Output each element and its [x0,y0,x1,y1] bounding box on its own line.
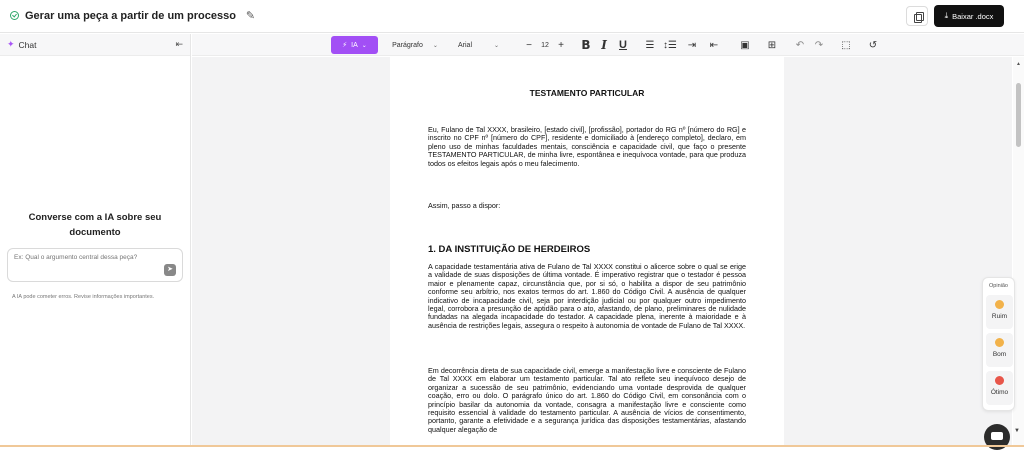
chat-sidebar [0,34,191,447]
indent-icon[interactable]: ⇥ [687,39,697,51]
sidebar-title: Chat [18,39,37,50]
outdent-icon[interactable]: ⇤ [709,39,719,51]
chevron-down-icon: ⌄ [361,42,367,49]
copy-button[interactable] [906,6,928,26]
font-size-value[interactable]: 12 [541,41,549,49]
sparkle-icon: ✦ [7,39,15,49]
pencil-icon[interactable]: ✎ [245,10,256,22]
feedback-title: Opinião [989,283,1008,289]
paragraph-style-value: Parágrafo [392,41,423,49]
feedback-label: Ótimo [990,389,1009,396]
undo-icon[interactable]: ↶ [795,39,805,51]
send-icon[interactable]: ➤ [164,264,176,276]
feedback-label: Bom [992,351,1007,358]
chat-input[interactable] [14,254,164,261]
paragraph-style-select[interactable] [388,34,442,56]
scroll-thumb[interactable] [1016,83,1021,147]
page-title: Gerar uma peça a partir de um processo [25,9,236,22]
ai-disclaimer: A IA pode cometer erros. Revise informações importantes. [12,294,155,300]
top-bar [0,0,1024,33]
select-all-icon[interactable]: ⬚ [841,39,851,51]
document-page[interactable] [390,57,784,447]
chevron-down-icon[interactable]: ▼ [1014,428,1020,434]
document-canvas [192,57,1012,447]
document-paragraph: Em decorrência direta de sua capacidade civil, emerge a manifestação livre e consciente de Fulano de Tal XXXX em elaborar um testamento particular. Tal ato reflete seu inequívoco desejo de organizar a sucessão de seu patrimônio, evidenciando uma vontade desprovida de qualquer coação, erro ou dolo. O parágrafo único do art. 1.860 do Código Civil, em consonância com o princípio basilar da autonomia da vontade, consagra a manifestação livre e consciente como requisito essencial à validade do testamento particular. A ausência de vícios de consentimento, portanto, garante a efetividade e a segurança jurídica das disposições testamentárias, afastando qualquer alegação de [428,366,746,434]
download-icon: ⤓ [944,11,949,20]
document-title: TESTAMENTO PARTICULAR [529,88,645,98]
align-icon[interactable]: ☰ [645,39,655,51]
ia-label: IA [351,41,358,49]
feedback-ruim-button[interactable] [986,295,1013,329]
feedback-panel [982,277,1015,411]
chat-heading: Converse com a IA sobre seu documento [28,212,162,238]
document-paragraph: Assim, passo a dispor: [428,201,501,210]
increase-font-size-button[interactable]: + [558,39,564,51]
editor-toolbar [192,34,1024,56]
document-paragraph: A capacidade testamentária ativa de Fulano de Tal XXXX constitui o alicerce sobre o qual se erige a validade de suas disposições de última vontade. É imperativo registrar que o testador é pessoa maior e plenamente capaz, circunstância que, por si só, o habilita a dispor de seu patrimônio conforme seu arbítrio, nos exatos termos do art. 1.860 do Código Civil. A ausência de qualquer indicativo de incapacidade civil, seja por interdição judicial ou por qualquer outro impedimento legal, corrobora a presunção de aptidão para o ato, afastando, de plano, preliminares de nulidade fundadas na alegada incapacidade do testador. A capacidade plena, inerente à maioridade e à ausência de restrições legais, assegura o respeito à autonomia de vontade de Fulano de Tal XXXX. [428,262,746,330]
document-paragraph: Eu, Fulano de Tal XXXX, brasileiro, [estado civil], [profissão], portador do RG nº [número do RG] e inscrito no CPF nº [número do CPF], residente e domiciliado à [endereço completo], declaro, em pleno uso de minhas faculdades mentais, consciência e capacidade civil, que faço o presente TESTAMENTO PARTICULAR, de minha livre, espontânea e inequívoca vontade, para que produza todos os efeitos legais após o meu falecimento. [428,125,746,168]
chevron-down-icon: ⌄ [494,42,500,49]
collapse-sidebar-icon[interactable]: ⇤ [175,39,183,49]
chat-input-box [7,248,183,282]
table-icon[interactable]: ⊞ [767,39,777,51]
underline-icon[interactable]: U [619,39,627,51]
image-icon[interactable]: ▣ [740,39,750,51]
download-label: Baixar .docx [952,11,994,21]
sidebar-header [0,34,190,56]
download-docx-button[interactable] [934,5,1004,27]
italic-icon[interactable]: I [601,38,607,52]
font-value: Arial [458,41,473,49]
history-icon[interactable]: ↺ [868,39,878,51]
chevron-down-icon: ⌄ [432,42,438,49]
scroll-up-icon[interactable]: ▲ [1016,61,1021,67]
feedback-otimo-button[interactable] [986,371,1013,405]
title-group [10,9,255,22]
magic-wand-icon: ⚡ [342,42,348,49]
bold-icon[interactable]: B [581,38,591,52]
font-select[interactable] [458,34,508,56]
ia-button[interactable] [331,36,378,54]
sad-face-icon [995,300,1004,309]
check-circle-icon [10,11,19,20]
smile-face-icon [995,338,1004,347]
document-heading: 1. DA INSTITUIÇÃO DE HERDEIROS [428,244,591,255]
redo-icon[interactable]: ↷ [814,39,824,51]
heart-eyes-icon [995,376,1004,385]
decrease-font-size-button[interactable]: − [526,39,532,51]
feedback-bom-button[interactable] [986,333,1013,367]
feedback-label: Ruim [991,313,1008,320]
line-spacing-icon[interactable]: ↕☰ [663,39,677,51]
